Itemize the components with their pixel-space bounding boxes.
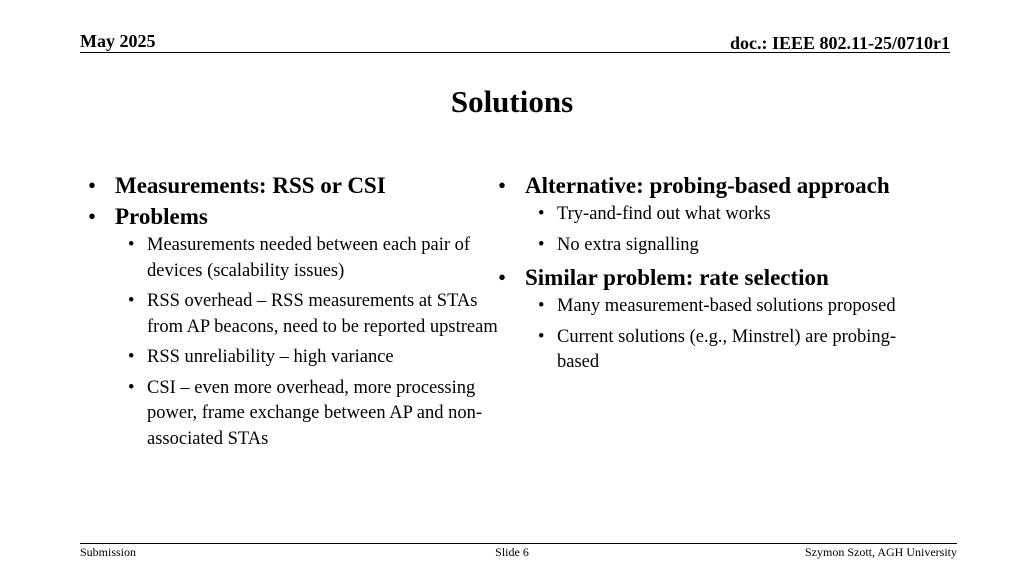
sub-bullet-icon: •	[128, 291, 135, 311]
footer-author: Szymon Szott, AGH University	[805, 545, 957, 559]
right-bullet-list	[498, 171, 918, 376]
sub-bullet-item	[115, 376, 508, 453]
sub-bullet-text: Measurements needed between each pair of devices (scalability issues)	[147, 235, 471, 281]
bullet-text: Measurements: RSS or CSI	[115, 173, 386, 198]
bullet-icon: •	[498, 265, 507, 290]
sub-bullet-item	[115, 345, 508, 371]
sub-bullet-item	[525, 233, 918, 259]
slide-title: Solutions	[450, 84, 574, 119]
sub-bullet-item	[525, 325, 918, 376]
sub-bullet-text: CSI – even more overhead, more processing power, frame exchange between AP and non-associated STAs	[147, 377, 483, 449]
footer-submission: Submission	[80, 545, 137, 559]
sub-bullet-icon: •	[128, 377, 135, 398]
header-divider	[80, 52, 950, 53]
left-column	[88, 171, 508, 457]
sub-bullet-item	[525, 202, 918, 228]
sub-bullet-list	[115, 233, 508, 452]
sub-bullet-text: RSS unreliability – high variance	[147, 347, 394, 367]
sub-bullet-text: No extra signalling	[557, 234, 699, 255]
bullet-icon: •	[88, 173, 97, 198]
sub-bullet-item	[115, 289, 508, 340]
sub-bullet-icon: •	[538, 204, 545, 224]
sub-bullet-text: Many measurement-based solutions proposed	[557, 296, 896, 316]
sub-bullet-icon: •	[128, 347, 135, 367]
bullet-item-problems	[88, 202, 508, 452]
left-bullet-list	[88, 171, 508, 452]
bullet-text: Problems	[115, 204, 208, 229]
sub-bullet-icon: •	[538, 234, 545, 255]
sub-bullet-text: RSS overhead – RSS measurements at STAs from AP beacons, need to be reported upstream	[147, 291, 498, 337]
footer-divider	[80, 543, 957, 544]
sub-bullet-list	[525, 202, 918, 258]
bullet-text: Alternative: probing-based approach	[525, 173, 890, 198]
sub-bullet-item	[525, 294, 918, 320]
sub-bullet-icon: •	[538, 296, 545, 316]
sub-bullet-item	[115, 233, 508, 284]
right-column	[498, 171, 918, 381]
bullet-icon: •	[498, 173, 507, 198]
bullet-item-similar-problem	[498, 263, 918, 376]
sub-bullet-text: Current solutions (e.g., Minstrel) are probing-based	[557, 326, 897, 372]
sub-bullet-icon: •	[538, 326, 545, 347]
sub-bullet-list	[525, 294, 918, 376]
bullet-icon: •	[88, 204, 97, 229]
header-date: May 2025	[80, 31, 156, 51]
header-doc-id: doc.: IEEE 802.11-25/0710r1	[729, 33, 950, 53]
bullet-text: Similar problem: rate selection	[525, 265, 829, 290]
bullet-item-measurements	[88, 171, 508, 201]
sub-bullet-text: Try-and-find out what works	[557, 204, 771, 224]
sub-bullet-icon: •	[128, 235, 135, 255]
footer-slide-number: Slide 6	[495, 545, 529, 559]
bullet-item-alternative	[498, 171, 918, 258]
